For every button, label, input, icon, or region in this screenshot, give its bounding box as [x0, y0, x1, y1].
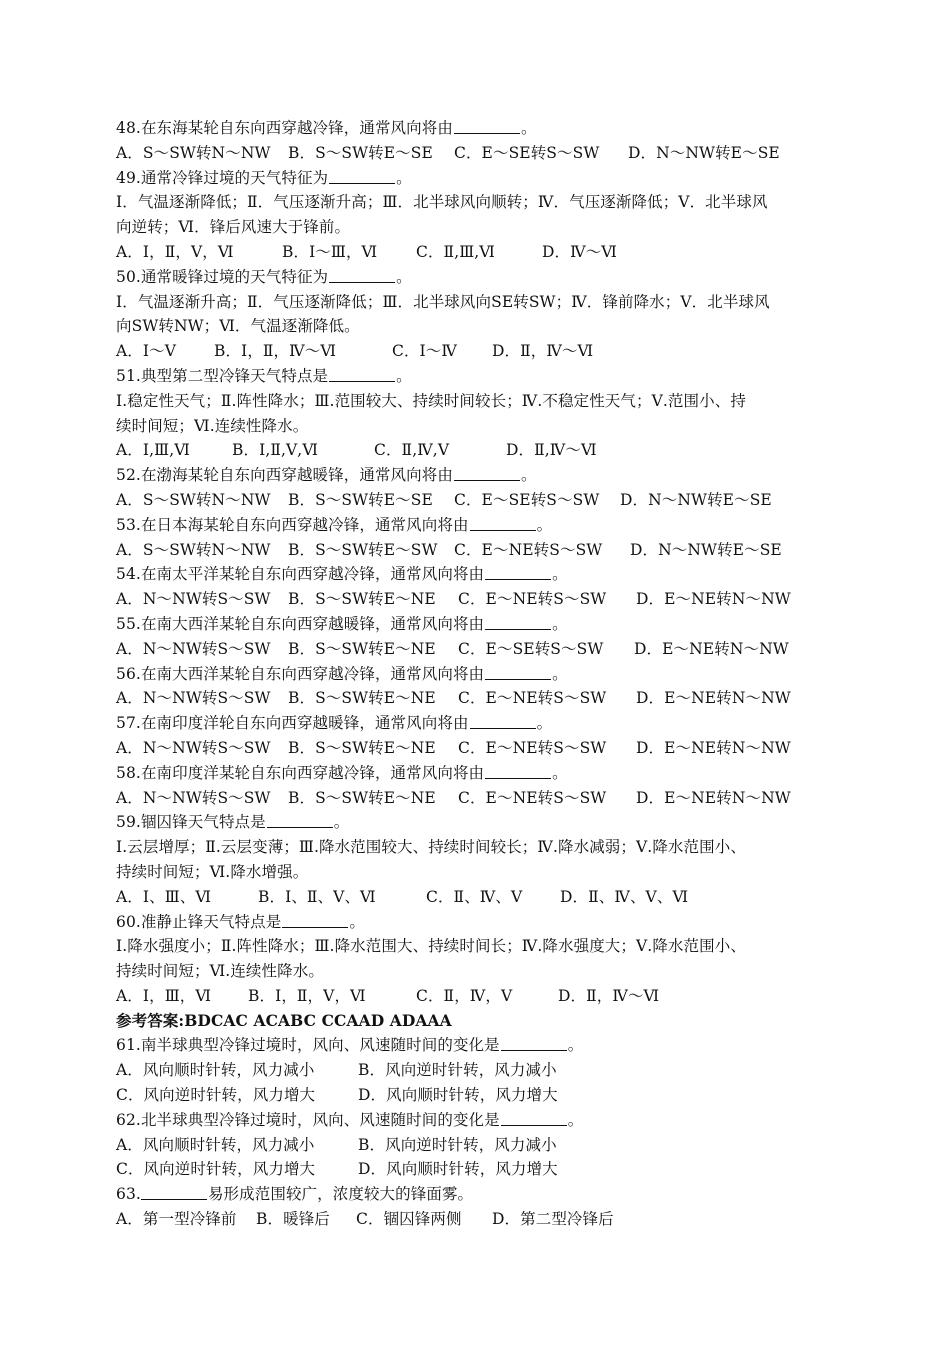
statement-line	[116, 389, 844, 414]
options-row	[116, 141, 844, 166]
option: C．E～SE转S～SW	[454, 143, 600, 162]
option: C．Ⅱ、Ⅳ、Ⅴ	[426, 887, 523, 906]
statement-text: Ⅰ.云层增厚；Ⅱ.云层变薄；Ⅲ.降水范围较大、持续时间较长；Ⅳ.降水减弱；Ⅴ.降水范围小、	[116, 838, 746, 857]
option: A．Ⅰ、Ⅲ、Ⅵ	[116, 887, 212, 906]
options-row	[116, 1157, 844, 1182]
answer-blank	[282, 912, 348, 928]
option: C．E～NE转S～SW	[458, 590, 607, 609]
option: C．Ⅱ,Ⅳ,Ⅴ	[374, 441, 450, 460]
statement-text: Ⅰ.稳定性天气；Ⅱ.阵性降水；Ⅲ.范围较大、持续时间较长；Ⅳ.不稳定性天气；Ⅴ.范围小、持	[116, 391, 746, 410]
question-end: 。	[536, 515, 553, 534]
question-end: 。	[520, 466, 537, 485]
options-row	[116, 488, 844, 513]
question-end: 。	[333, 813, 350, 832]
option: A．N～NW转S～SW	[116, 689, 271, 708]
question-end: 。	[396, 366, 412, 385]
statement-line	[116, 959, 844, 984]
option: C．E～NE转S～SW	[458, 738, 607, 757]
option: A．S～SW转N～NW	[116, 490, 271, 509]
options-row	[116, 1083, 844, 1108]
option: A．Ⅰ～Ⅴ	[116, 342, 177, 361]
option: B．Ⅰ，Ⅱ，Ⅴ，Ⅵ	[248, 986, 366, 1005]
options-row	[116, 736, 844, 761]
question-end: 。	[552, 763, 568, 782]
answer-blank	[485, 763, 551, 779]
option: B．风向逆时针转，风力减小	[358, 1135, 557, 1154]
option: D．Ⅱ，Ⅳ～Ⅵ	[492, 342, 594, 361]
option: C．E～NE转S～SW	[458, 788, 607, 807]
option: B．风向逆时针转，风力减小	[358, 1061, 557, 1080]
question-text: 51.典型第二型冷锋天气特点是	[116, 366, 329, 385]
option: B．Ⅰ～Ⅲ，Ⅵ	[282, 242, 378, 261]
answer-blank	[501, 1035, 567, 1051]
statement-line	[116, 934, 844, 959]
option: A．S～SW转N～NW	[116, 540, 271, 559]
statement-text: Ⅰ.降水强度小；Ⅱ.阵性降水；Ⅲ.降水范围大、持续时间长；Ⅳ.降水强度大；Ⅴ.降水范围小、	[116, 937, 746, 956]
question-end: 。	[396, 267, 412, 286]
option: A．N～NW转S～SW	[116, 590, 271, 609]
options-row	[116, 1058, 844, 1083]
options-row	[116, 686, 844, 711]
option: D．风向顺时针转，风力增大	[358, 1160, 558, 1179]
option: D．Ⅳ～Ⅵ	[542, 242, 618, 261]
answer-blank	[470, 713, 536, 729]
option: B．S～SW转E～NE	[288, 590, 436, 609]
question-text: 52.在渤海某轮自东向西穿越暖锋，通常风向将由	[116, 466, 453, 485]
option: A．Ⅰ，Ⅲ，Ⅵ	[116, 986, 212, 1005]
question-stem	[116, 810, 844, 835]
options-row	[116, 885, 844, 910]
question-stem	[116, 612, 844, 637]
question-stem	[116, 910, 844, 935]
question-stem	[116, 662, 844, 687]
question-end: 。	[552, 664, 568, 683]
question-stem	[116, 265, 844, 290]
question-stem	[116, 562, 844, 587]
options-row	[116, 1207, 844, 1232]
option: A．风向顺时针转，风力减小	[116, 1061, 315, 1080]
answer-blank	[141, 1184, 207, 1200]
option: D．E～NE转N～NW	[636, 788, 791, 807]
question-text: 56.在南大西洋某轮自东向西穿越冷锋，通常风向将由	[116, 664, 485, 683]
option: D．第二型冷锋后	[492, 1210, 614, 1229]
answer-blank	[485, 614, 551, 630]
question-end: 。	[567, 1036, 584, 1055]
question-end: 。	[396, 168, 412, 187]
option: C．风向逆时针转，风力增大	[116, 1086, 316, 1105]
options-row	[116, 538, 844, 563]
question-text: 62.北半球典型冷锋过境时，风向、风速随时间的变化是	[116, 1110, 500, 1129]
answer-blank	[470, 515, 536, 531]
option: D．Ⅱ，Ⅳ～Ⅵ	[558, 986, 660, 1005]
option: C．E～NE转S～SW	[458, 689, 607, 708]
question-stem	[116, 463, 844, 488]
statement-line	[116, 215, 844, 240]
option: B．S～SW转E～SE	[288, 143, 433, 162]
question-stem	[116, 364, 844, 389]
option: D．E～NE转N～NW	[636, 590, 791, 609]
question-text: 易形成范围较广，浓度较大的锋面雾。	[207, 1185, 474, 1204]
answer-blank	[454, 465, 520, 481]
option: B．S～SW转E～NE	[288, 788, 436, 807]
question-stem	[116, 1033, 844, 1058]
question-text: 53.在日本海某轮自东向西穿越冷锋，通常风向将由	[116, 515, 469, 534]
options-row	[116, 1133, 844, 1158]
question-text: 49.通常冷锋过境的天气特征为	[116, 168, 329, 187]
option: C．Ⅱ,Ⅲ,Ⅵ	[416, 242, 495, 261]
options-row	[116, 637, 844, 662]
question-stem	[116, 1108, 844, 1133]
statement-line	[116, 860, 844, 885]
answer-blank	[454, 118, 520, 134]
option: B．S～SW转E～NE	[288, 689, 436, 708]
option: A．N～NW转S～SW	[116, 788, 271, 807]
question-stem	[116, 116, 844, 141]
question-number: 63.	[116, 1185, 141, 1204]
question-end: 。	[552, 565, 568, 584]
options-row	[116, 339, 844, 364]
answer-blank	[485, 564, 551, 580]
option: D．E～NE转N～NW	[636, 689, 791, 708]
option: C．E～SE转S～SW	[454, 490, 600, 509]
option: A．N～NW转S～SW	[116, 738, 271, 757]
option: D．Ⅱ、Ⅳ、Ⅴ、Ⅵ	[560, 887, 689, 906]
question-text: 60.准静止锋天气特点是	[116, 912, 282, 931]
statement-line	[116, 314, 844, 339]
options-row	[116, 984, 844, 1009]
statement-line	[116, 835, 844, 860]
question-stem	[116, 166, 844, 191]
options-row	[116, 587, 844, 612]
statement-line	[116, 290, 844, 315]
question-stem	[116, 513, 844, 538]
option: C．E～SE转S～SW	[458, 639, 604, 658]
option: D．风向顺时针转，风力增大	[358, 1086, 558, 1105]
question-text: 57.在南印度洋轮自东向西穿越暖锋，通常风向将由	[116, 714, 469, 733]
option: B．S～SW转E～NE	[288, 738, 436, 757]
option: D．Ⅱ,Ⅳ～Ⅵ	[506, 441, 597, 460]
option: A．Ⅰ，Ⅱ，Ⅴ，Ⅵ	[116, 242, 234, 261]
option: D．E～NE转N～NW	[634, 639, 789, 658]
question-text: 61.南半球典型冷锋过境时，风向、风速随时间的变化是	[116, 1036, 500, 1055]
answer-blank	[485, 664, 551, 680]
question-stem	[116, 761, 844, 786]
option: C．Ⅱ，Ⅳ，Ⅴ	[416, 986, 513, 1005]
option: C．Ⅰ～Ⅳ	[392, 342, 457, 361]
statement-text: 持续时间短；Ⅵ.连续性降水。	[116, 962, 324, 981]
option: C．锢囚锋两侧	[356, 1210, 462, 1229]
option: C．E～NE转S～SW	[454, 540, 603, 559]
answer-blank	[267, 812, 333, 828]
option: B．暖锋后	[256, 1210, 330, 1229]
option: D．N～NW转E～SE	[630, 540, 782, 559]
question-text: 48.在东海某轮自东向西穿越冷锋，通常风向将由	[116, 119, 453, 137]
question-stem	[116, 711, 844, 736]
answer-blank	[329, 168, 395, 184]
question-text: 50.通常暖锋过境的天气特征为	[116, 267, 329, 286]
option: B．Ⅰ，Ⅱ，Ⅳ～Ⅵ	[214, 342, 337, 361]
statement-text: Ⅰ．气温逐渐升高；Ⅱ．气压逐渐降低；Ⅲ．北半球风向SE转SW；Ⅳ．锋前降水；Ⅴ．北半球风	[116, 292, 770, 311]
options-row	[116, 786, 844, 811]
question-stem	[116, 1182, 844, 1207]
option: C．风向逆时针转，风力增大	[116, 1160, 316, 1179]
statement-line	[116, 190, 844, 215]
option: B．Ⅰ、Ⅱ、Ⅴ、Ⅵ	[258, 887, 376, 906]
option: A．N～NW转S～SW	[116, 639, 271, 658]
option: D．N～NW转E～SE	[628, 143, 780, 162]
answer-blank	[329, 267, 395, 283]
question-text: 59.锢囚锋天气特点是	[116, 813, 266, 832]
question-text: 54.在南太平洋某轮自东向西穿越冷锋，通常风向将由	[116, 565, 485, 584]
option: D．N～NW转E～SE	[620, 490, 772, 509]
options-row	[116, 240, 844, 265]
answer-blank	[501, 1110, 567, 1126]
answer-key	[116, 1009, 844, 1034]
statement-text: 持续时间短；Ⅵ.降水增强。	[116, 862, 309, 881]
question-text: 58.在南印度洋某轮自东向西穿越冷锋，通常风向将由	[116, 763, 485, 782]
statement-text: 向SW转NW；Ⅵ．气温逐渐降低。	[116, 317, 360, 336]
option: B．S～SW转E～SW	[288, 540, 438, 559]
answer-key-text: 参考答案:BDCAC ACABC CCAAD ADAAA	[116, 1010, 452, 1030]
question-end: 。	[349, 912, 365, 931]
option: A．第一型冷锋前	[116, 1210, 237, 1229]
option: A．风向顺时针转，风力减小	[116, 1135, 315, 1154]
statement-text: 续时间短；Ⅵ.连续性降水。	[116, 416, 309, 435]
options-row	[116, 438, 844, 463]
question-text: 55.在南大西洋某轮自东向西穿越暖锋，通常风向将由	[116, 614, 485, 633]
answer-blank	[329, 366, 395, 382]
statement-line	[116, 414, 844, 439]
document-body	[116, 116, 844, 1232]
option: B．Ⅰ,Ⅱ,Ⅴ,Ⅵ	[232, 441, 319, 460]
question-end: 。	[567, 1110, 584, 1129]
statement-text: 向逆转；Ⅵ．锋后风速大于锋前。	[116, 218, 351, 237]
option: B．S～SW转E～SE	[288, 490, 433, 509]
question-end: 。	[520, 119, 537, 137]
option: A．Ⅰ,Ⅲ,Ⅵ	[116, 441, 190, 460]
statement-text: Ⅰ．气温逐渐降低；Ⅱ．气压逐渐升高；Ⅲ．北半球风向顺转；Ⅳ．气压逐渐降低；Ⅴ．北半球风	[116, 193, 768, 212]
question-end: 。	[536, 714, 553, 733]
option: A．S～SW转N～NW	[116, 143, 271, 162]
option: D．E～NE转N～NW	[636, 738, 791, 757]
question-end: 。	[552, 614, 568, 633]
option: B．S～SW转E～NE	[288, 639, 436, 658]
